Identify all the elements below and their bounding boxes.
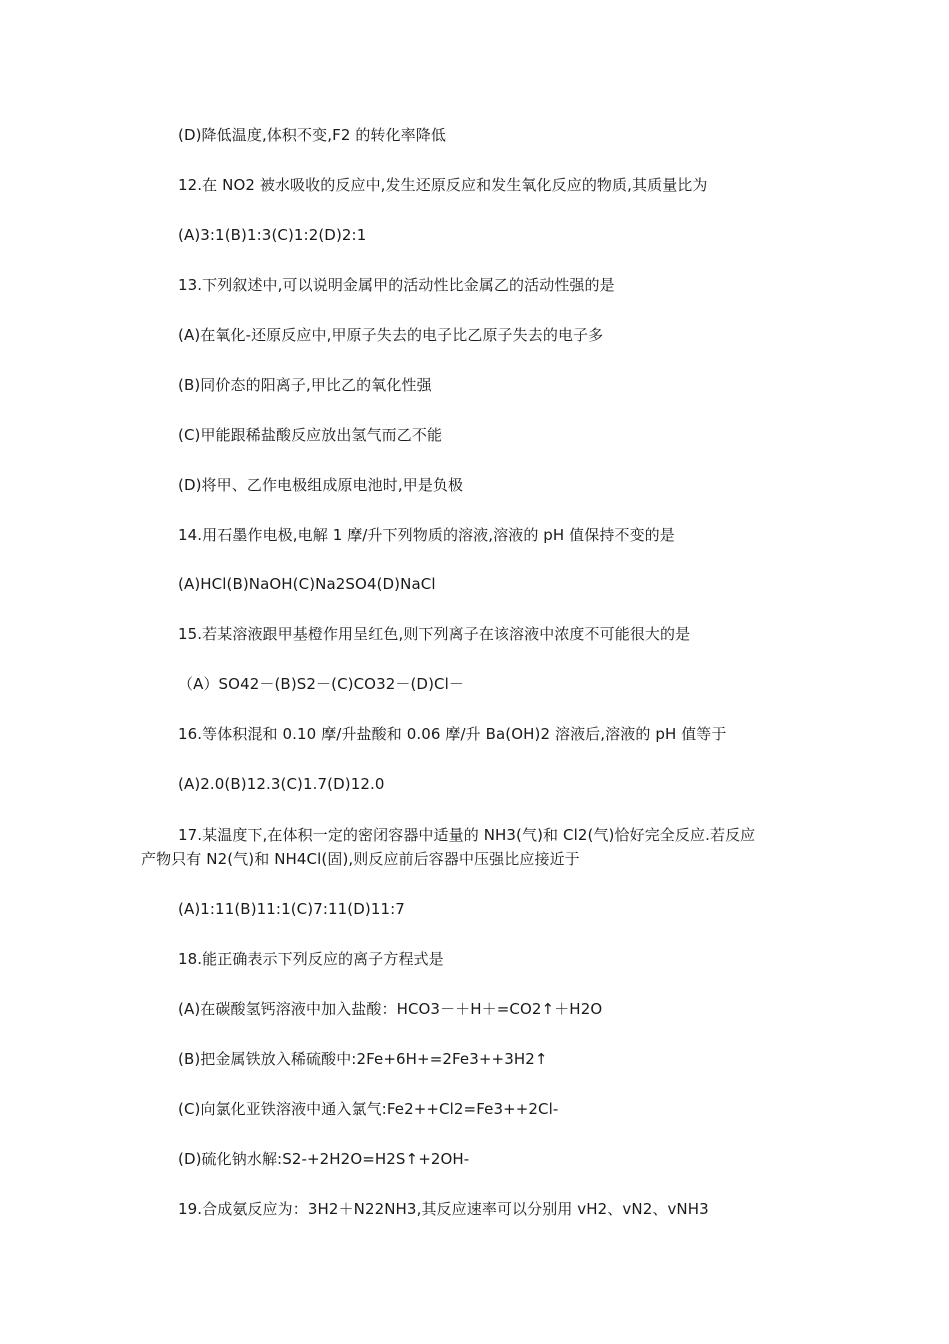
question-15-options: （A）SO42－(B)S2－(C)CO32－(D)Cl－ [178,675,464,693]
question-12: 12.在 NO2 被水吸收的反应中,发生还原反应和发生氧化反应的物质,其质量比为 [178,176,708,194]
question-18-option-a: (A)在碳酸氢钙溶液中加入盐酸：HCO3－＋H＋=CO2↑＋H2O [178,1000,603,1018]
question-16: 16.等体积混和 0.10 摩/升盐酸和 0.06 摩/升 Ba(OH)2 溶液后,溶液的 pH 值等于 [178,725,727,743]
question-13-option-a: (A)在氧化-还原反应中,甲原子失去的电子比乙原子失去的电子多 [178,326,604,344]
question-14: 14.用石墨作电极,电解 1 摩/升下列物质的溶液,溶液的 pH 值保持不变的是 [178,526,675,544]
question-13-option-d: (D)将甲、乙作电极组成原电池时,甲是负极 [178,476,464,494]
question-15: 15.若某溶液跟甲基橙作用呈红色,则下列离子在该溶液中浓度不可能很大的是 [178,625,691,643]
question-14-options: (A)HCl(B)NaOH(C)Na2SO4(D)NaCl [178,575,436,593]
question-12-options: (A)3:1(B)1:3(C)1:2(D)2:1 [178,226,367,244]
question-18-option-b: (B)把金属铁放入稀硫酸中:2Fe+6H+=2Fe3++3H2↑ [178,1050,548,1068]
question-18: 18.能正确表示下列反应的离子方程式是 [178,950,444,968]
question-16-options: (A)2.0(B)12.3(C)1.7(D)12.0 [178,775,385,793]
question-13: 13.下列叙述中,可以说明金属甲的活动性比金属乙的活动性强的是 [178,276,615,294]
text-line: (D)降低温度,体积不变,F2 的转化率降低 [178,126,446,144]
question-13-option-c: (C)甲能跟稀盐酸反应放出氢气而乙不能 [178,426,443,444]
question-18-option-c: (C)向氯化亚铁溶液中通入氯气:Fe2++Cl2=Fe3++2Cl- [178,1100,559,1118]
question-17-continued: 产物只有 N2(气)和 NH4Cl(固),则反应前后容器中压强比应接近于 [141,850,580,868]
question-17: 17.某温度下,在体积一定的密闭容器中适量的 NH3(气)和 Cl2(气)恰好完全反应.若反应 [178,826,756,844]
question-17-options: (A)1:11(B)11:1(C)7:11(D)11:7 [178,900,405,918]
question-13-option-b: (B)同价态的阳离子,甲比乙的氧化性强 [178,376,432,394]
question-18-option-d: (D)硫化钠水解:S2-+2H2O=H2S↑+2OH- [178,1150,470,1168]
question-19: 19.合成氨反应为：3H2＋N22NH3,其反应速率可以分别用 vH2、vN2、vNH3 [178,1200,709,1218]
